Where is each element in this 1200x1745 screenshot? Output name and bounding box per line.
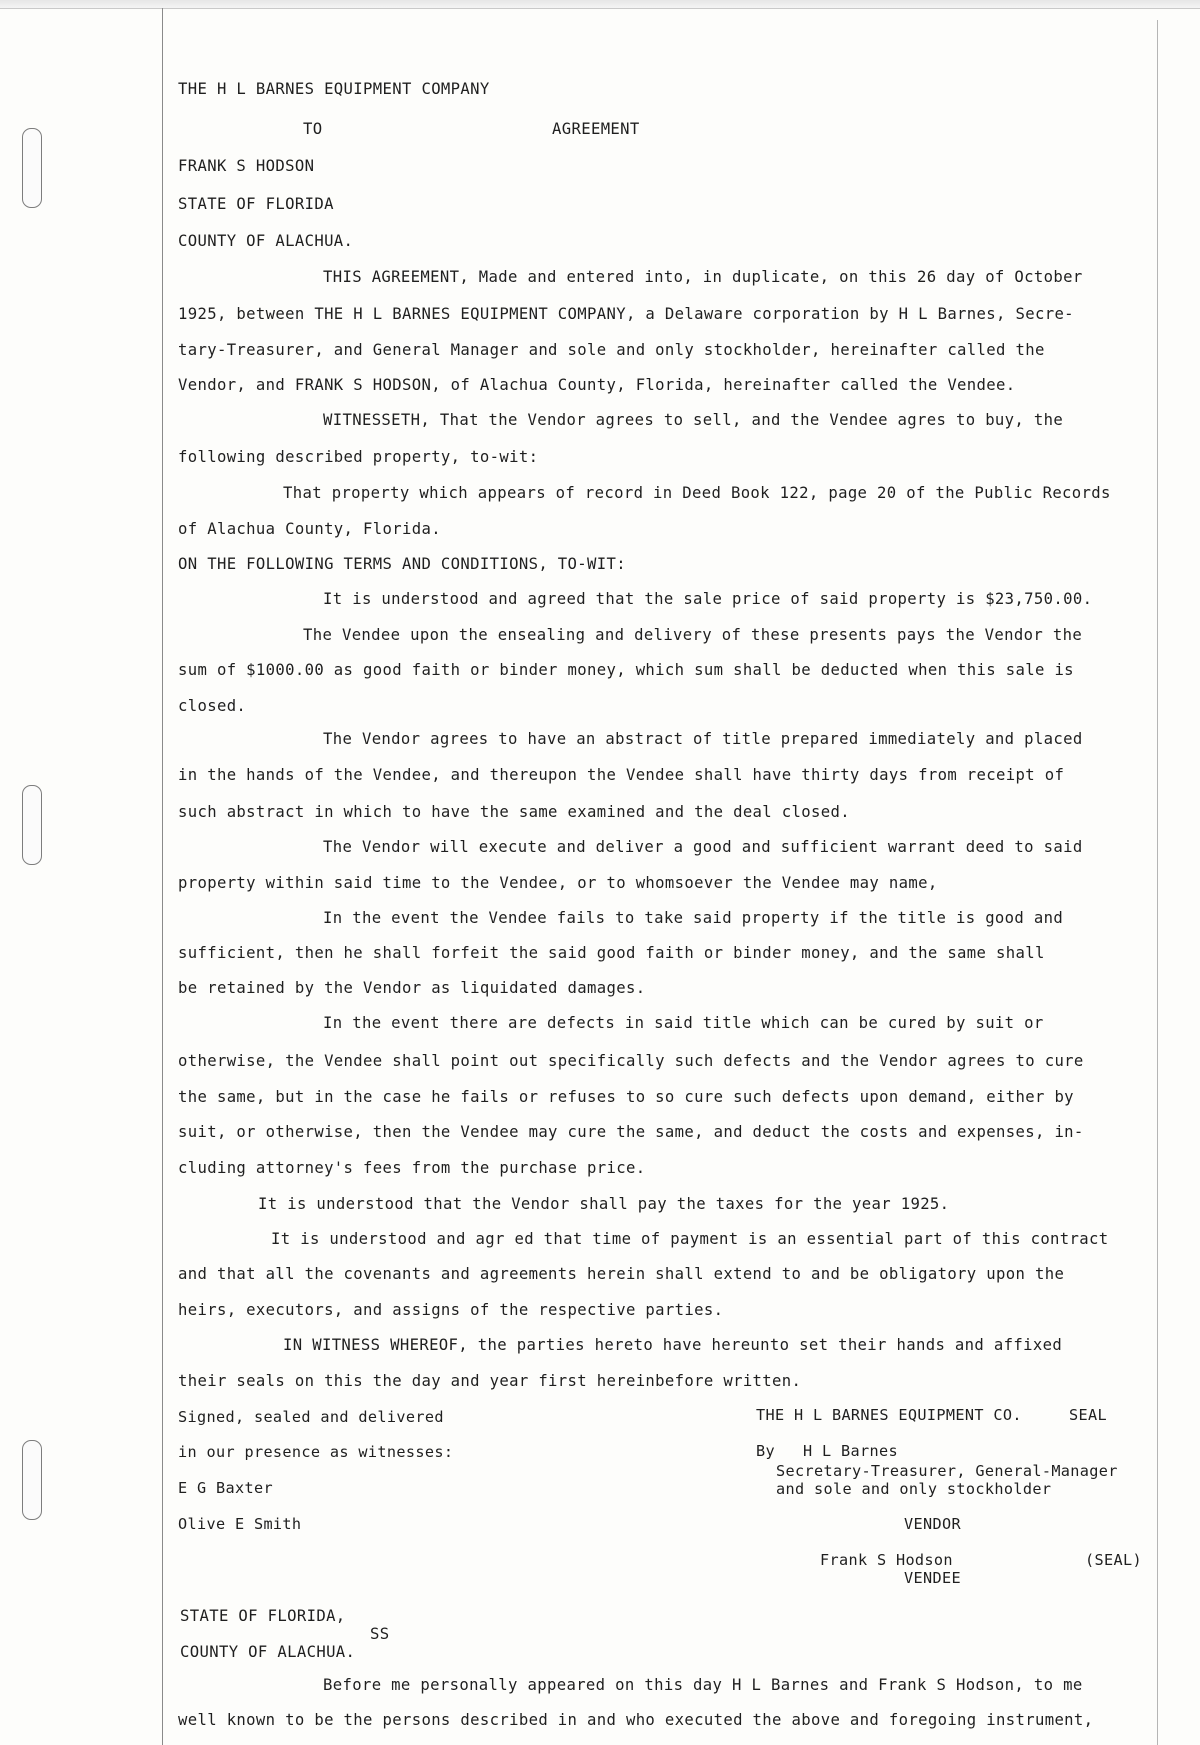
body-line: their seals on this the day and year first hereinbefore written. xyxy=(178,1372,802,1390)
vendor-signer: H L Barnes xyxy=(803,1442,898,1460)
ack-ss: SS xyxy=(370,1625,390,1643)
ack-state: STATE OF FLORIDA, xyxy=(180,1607,346,1625)
body-line: ON THE FOLLOWING TERMS AND CONDITIONS, TO-WIT: xyxy=(178,555,626,573)
witness-caption-2: in our presence as witnesses: xyxy=(178,1443,454,1461)
body-line: property within said time to the Vendee, or to whomsoever the Vendee may name, xyxy=(178,874,938,892)
ack-line: well known to be the persons described in and who executed the above and foregoing instrument, xyxy=(178,1711,1094,1729)
body-line: in the hands of the Vendee, and thereupon the Vendee shall have thirty days from receipt of xyxy=(178,766,1065,784)
body-line: be retained by the Vendor as liquidated damages. xyxy=(178,979,646,997)
vendor-company: THE H L BARNES EQUIPMENT CO. xyxy=(756,1406,1022,1424)
vendor-label: VENDOR xyxy=(904,1515,961,1533)
signer-title-1: Secretary-Treasurer, General-Manager xyxy=(776,1462,1118,1480)
body-line: Vendor, and FRANK S HODSON, of Alachua County, Florida, hereinafter called the Vendee. xyxy=(178,376,1016,394)
body-line: That property which appears of record in Deed Book 122, page 20 of the Public Records xyxy=(283,484,1111,502)
witness-name-1: E G Baxter xyxy=(178,1479,273,1497)
vendor-seal: SEAL xyxy=(1069,1406,1107,1424)
body-line: closed. xyxy=(178,697,247,715)
body-line: sufficient, then he shall forfeit the said good faith or binder money, and the same shall xyxy=(178,944,1045,962)
body-line: In the event there are defects in said title which can be cured by suit or xyxy=(323,1014,1044,1032)
body-line: otherwise, the Vendee shall point out specifically such defects and the Vendor agrees to cure xyxy=(178,1052,1084,1070)
vendee-seal: (SEAL) xyxy=(1085,1551,1142,1569)
vendee-signer: Frank S Hodson xyxy=(820,1551,953,1569)
body-line: suit, or otherwise, then the Vendee may cure the same, and deduct the costs and expenses, in- xyxy=(178,1123,1084,1141)
witness-name-2: Olive E Smith xyxy=(178,1515,302,1533)
body-line: cluding attorney's fees from the purchase price. xyxy=(178,1159,646,1177)
grantor-heading: THE H L BARNES EQUIPMENT COMPANY xyxy=(178,80,490,98)
body-line: It is understood that the Vendor shall pay the taxes for the year 1925. xyxy=(258,1195,950,1213)
to-label: TO xyxy=(303,120,323,138)
body-line: The Vendor agrees to have an abstract of title prepared immediately and placed xyxy=(323,730,1083,748)
body-line: such abstract in which to have the same examined and the deal closed. xyxy=(178,803,850,821)
body-line: IN WITNESS WHEREOF, the parties hereto have hereunto set their hands and affixed xyxy=(283,1336,1063,1354)
by-label: By xyxy=(756,1442,775,1460)
body-line: It is understood and agr ed that time of payment is an essential part of this contract xyxy=(271,1230,1109,1248)
county-heading: COUNTY OF ALACHUA. xyxy=(178,232,354,250)
body-line: WITNESSETH, That the Vendor agrees to sell, and the Vendee agres to buy, the xyxy=(323,411,1064,429)
body-line: THIS AGREEMENT, Made and entered into, in duplicate, on this 26 day of October xyxy=(323,268,1083,286)
body-line: following described property, to-wit: xyxy=(178,448,539,466)
body-line: the same, but in the case he fails or refuses to so cure such defects upon demand, either by xyxy=(178,1088,1074,1106)
body-line: tary-Treasurer, and General Manager and sole and only stockholder, hereinafter called the xyxy=(178,341,1045,359)
vendee-label: VENDEE xyxy=(904,1569,961,1587)
signer-title-2: and sole and only stockholder xyxy=(776,1480,1052,1498)
document-type: AGREEMENT xyxy=(552,120,640,138)
witness-caption-1: Signed, sealed and delivered xyxy=(178,1408,444,1426)
body-line: heirs, executors, and assigns of the respective parties. xyxy=(178,1301,724,1319)
body-line: 1925, between THE H L BARNES EQUIPMENT COMPANY, a Delaware corporation by H L Barnes, Secre- xyxy=(178,305,1074,323)
grantee-heading: FRANK S HODSON xyxy=(178,157,315,175)
state-heading: STATE OF FLORIDA xyxy=(178,195,334,213)
body-line: and that all the covenants and agreements herein shall extend to and be obligatory upon the xyxy=(178,1265,1065,1283)
body-line: The Vendee upon the ensealing and delivery of these presents pays the Vendor the xyxy=(303,626,1083,644)
body-line: of Alachua County, Florida. xyxy=(178,520,441,538)
ack-line: Before me personally appeared on this day H L Barnes and Frank S Hodson, to me xyxy=(323,1676,1083,1694)
body-line: The Vendor will execute and deliver a good and sufficient warrant deed to said xyxy=(323,838,1083,856)
body-line: In the event the Vendee fails to take said property if the title is good and xyxy=(323,909,1064,927)
body-line: It is understood and agreed that the sale price of said property is $23,750.00. xyxy=(323,590,1093,608)
body-line: sum of $1000.00 as good faith or binder money, which sum shall be deducted when this sale is xyxy=(178,661,1074,679)
ack-county: COUNTY OF ALACHUA. xyxy=(180,1643,356,1661)
